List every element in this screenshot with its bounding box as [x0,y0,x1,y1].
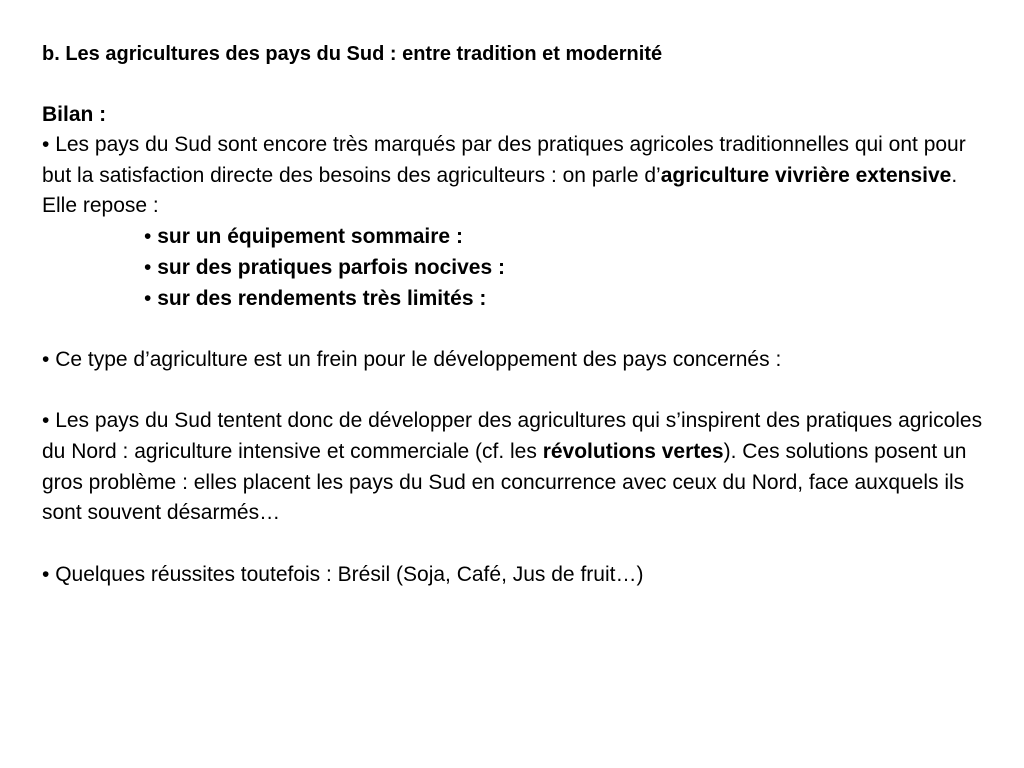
paragraph-text: Ce type d’agriculture est un frein pour le développement des pays concernés : [49,347,782,371]
bullet-glyph: • [42,347,50,371]
paragraph-brake [42,345,992,376]
sub-item-yields [42,284,992,315]
bullet-glyph: • [144,255,152,279]
paragraph-text: Les pays du Sud sont encore très marqués par des pratiques agricoles traditionnelles qui ont pour but la satisfaction directe des besoins des agriculteurs : on parle d’ [42,133,966,187]
paragraph-successes [42,560,992,591]
sub-item-label: sur un équipement sommaire : [157,225,463,249]
sub-item-practices [42,253,992,284]
bullet-glyph: • [42,133,50,156]
bold-term: agriculture vivrière extensive [660,163,952,187]
spacer [42,314,992,345]
paragraph-traditional [42,130,992,222]
spacer [42,529,992,560]
paragraph-text: . Elle repose : [42,163,958,218]
spacer [42,376,992,407]
bullet-glyph: • [42,409,50,433]
bold-term: révolutions vertes [542,440,724,463]
bilan-label: Bilan : [42,103,107,126]
paragraph-text: ). Ces solutions posent un gros problème : elles placent les pays du Sud en concurrence avec ceux du Nord, face auxquels ils sont souvent désarmés… [42,440,967,525]
bullet-glyph: • [42,562,50,586]
sub-item-equipment [42,222,992,253]
sub-item-label: sur des rendements très limités : [157,286,487,310]
slide-heading: b. Les agricultures des pays du Sud : entre tradition et modernité [42,43,663,65]
bullet-glyph: • [144,286,152,310]
paragraph-text: Les pays du Sud tentent donc de développer des agricultures qui s’inspirent des pratiques agricoles du Nord : agriculture intensive et commerciale (cf. les [42,409,983,463]
bullet-glyph: • [144,225,152,249]
spacer [42,68,992,99]
slide-content [42,40,992,591]
paragraph-modern [42,406,992,529]
paragraph-text: Quelques réussites toutefois : Brésil (Soja, Café, Jus de fruit…) [49,562,644,586]
sub-item-label: sur des pratiques parfois nocives : [157,255,505,279]
